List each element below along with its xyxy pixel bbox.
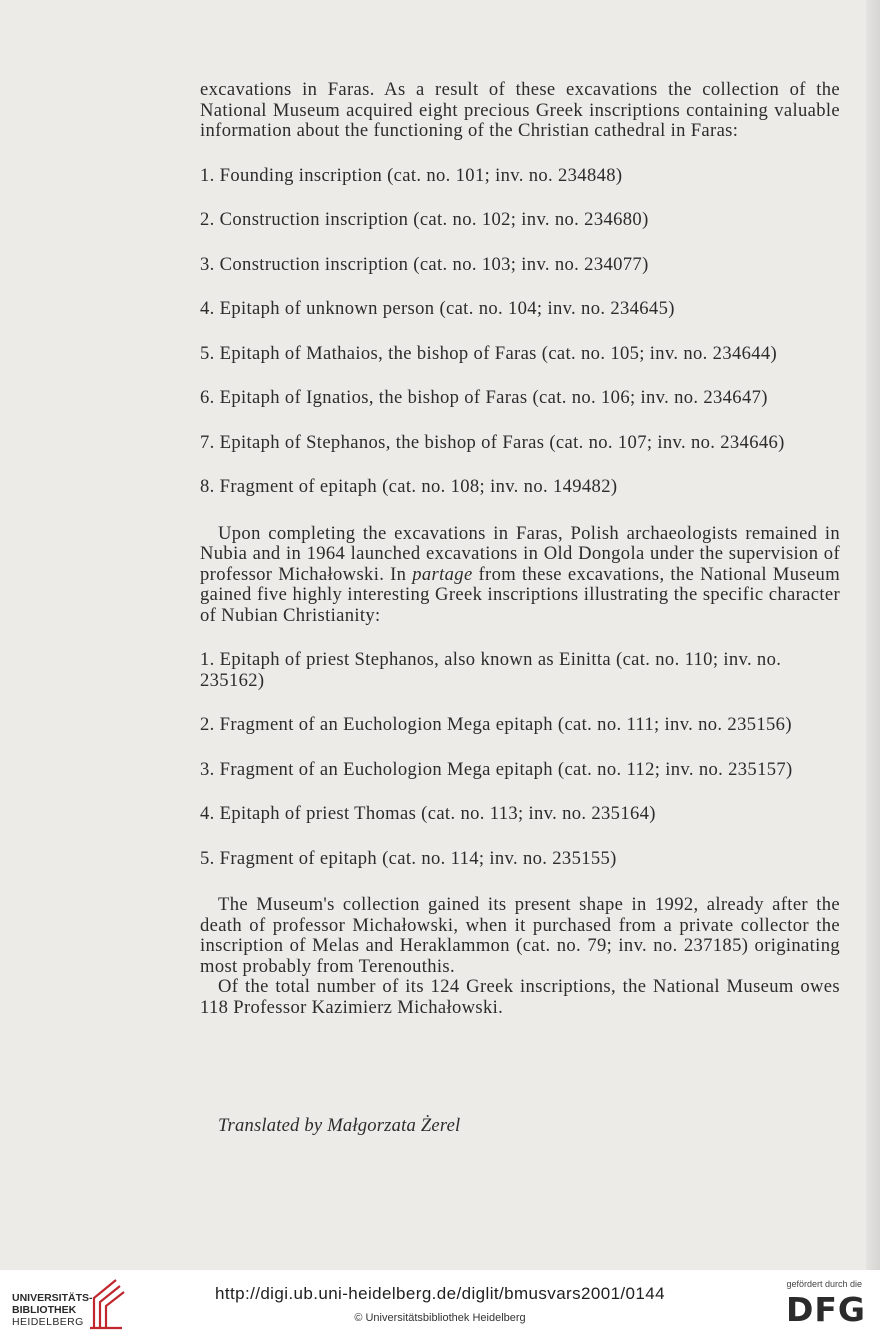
document-url-link[interactable]: http://digi.ub.uni-heidelberg.de/diglit/bmusvars2001/0144 [215,1284,665,1303]
total-paragraph: Of the total number of its 124 Greek inscriptions, the National Museum owes 118 Professor Kazimierz Michałowski. [200,976,840,1018]
document-url [0,1284,880,1304]
dfg-logo: DFG [785,1290,866,1329]
library-name-line1: UNIVERSITÄTS- [12,1292,93,1304]
list-item: 3. Fragment of an Euchologion Mega epitaph (cat. no. 112; inv. no. 235157) [200,758,793,780]
dongola-text-after: from these excavations, the National Museum gained five highly interesting Greek inscriptions illustrating the specific character of Nubian Christianity: [200,563,841,626]
list-item: 5. Fragment of epitaph (cat. no. 114; inv. no. 235155) [200,847,617,869]
list-item: 7. Epitaph of Stephanos, the bishop of Faras (cat. no. 107; inv. no. 234646) [200,431,785,453]
dongola-paragraph [200,524,840,627]
body-text [200,80,840,1018]
list-item: 4. Epitaph of unknown person (cat. no. 104; inv. no. 234645) [200,298,675,319]
footer-bar [0,1270,880,1335]
translator-credit: Translated by Małgorzata Żerel [218,1115,461,1136]
page-edge-shadow [866,0,880,1270]
list-item: 2. Fragment of an Euchologion Mega epitaph (cat. no. 111; inv. no. 235156) [200,714,792,735]
museum-paragraph: The Museum's collection gained its present shape in 1992, already after the death of professor Michałowski, when it purchased from a private collector the inscription of Melas and Heraklammon (cat. no. 79; inv. no. 237185) originating most probably from Terenouthis. [200,894,840,977]
list-item: 3. Construction inscription (cat. no. 103; inv. no. 234077) [200,253,649,275]
list-item: 1. Founding inscription (cat. no. 101; inv. no. 234848) [200,164,623,186]
list-item: 1. Epitaph of priest Stephanos, also known as Einitta (cat. no. 110; inv. no. 235162) [200,649,782,691]
copyright-notice: © Universitätsbibliothek Heidelberg [354,1312,526,1324]
list-item: 8. Fragment of epitaph (cat. no. 108; inv. no. 149482) [200,476,618,497]
library-name-line3: HEIDELBERG [12,1316,84,1328]
list-item: 4. Epitaph of priest Thomas (cat. no. 113; inv. no. 235164) [200,803,656,824]
list-item: 6. Epitaph of Ignatios, the bishop of Faras (cat. no. 106; inv. no. 234647) [200,387,768,408]
intro-paragraph: excavations in Faras. As a result of these excavations the collection of the National Museum acquired eight precious Greek inscriptions containing valuable information about the functioning of the Christian cathedral in Faras: [200,79,840,141]
dongola-text-before: Upon completing the excavations in Faras, Polish archaeologists remained in Nubia and in 1964 launched excavations in Old Dongola under the supervision of professor Michałowski. In [200,522,840,585]
funded-by-label: gefördert durch die [786,1279,862,1289]
dongola-inscription-list [200,650,840,869]
library-name-line2: BIBLIOTHEK [12,1304,77,1316]
list-item: 5. Epitaph of Mathaios, the bishop of Faras (cat. no. 105; inv. no. 234644) [200,342,778,364]
list-item: 2. Construction inscription (cat. no. 102; inv. no. 234680) [200,209,649,230]
faras-inscription-list [200,166,840,498]
dongola-italic-term: partage [412,563,473,585]
